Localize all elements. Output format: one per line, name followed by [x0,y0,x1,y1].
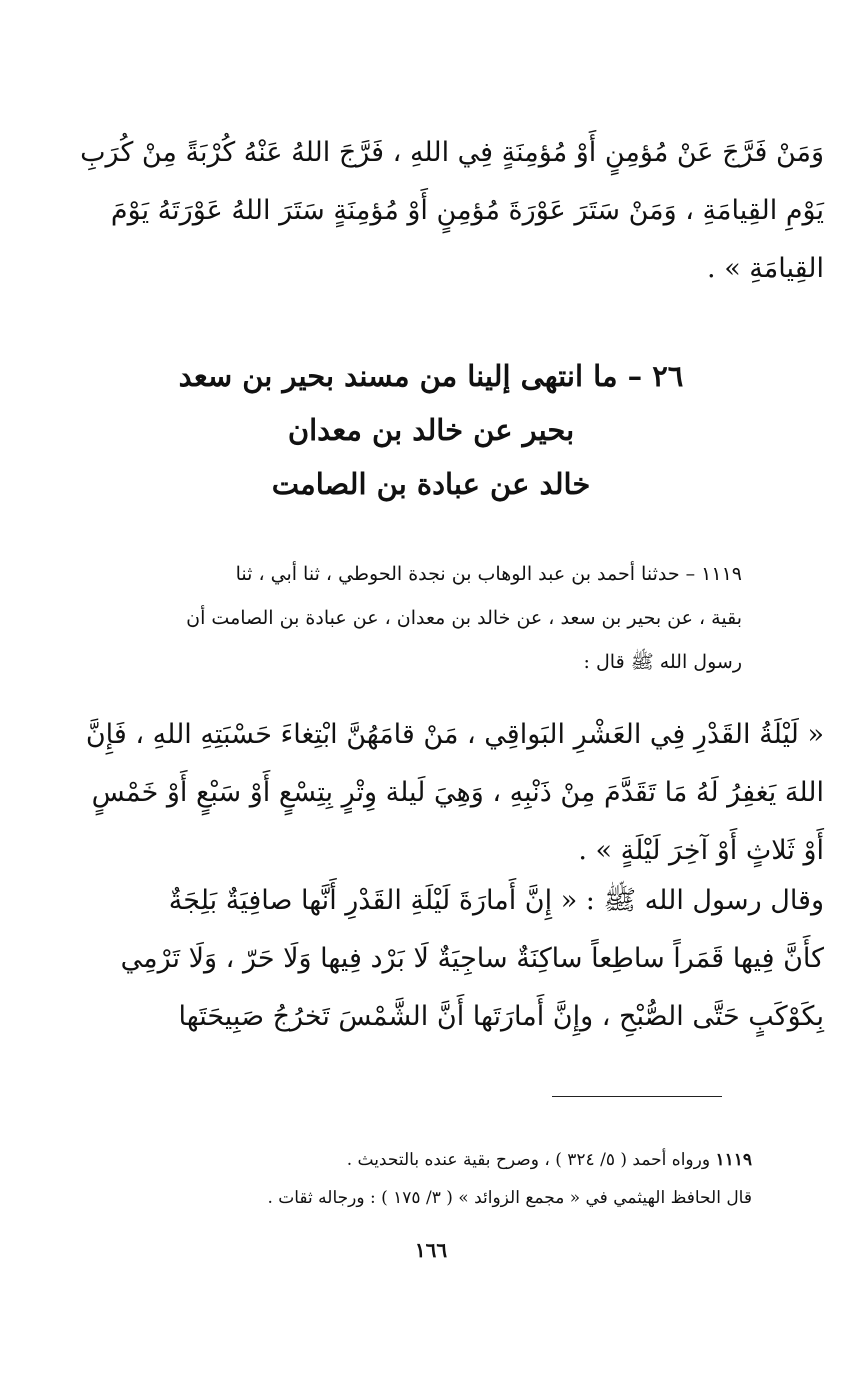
text-line: بقية ، عن بحير بن سعد ، عن خالد بن معدان ، عن عبادة بن الصامت أن [186,607,742,629]
text-line: القِيامَةِ » . [707,253,824,284]
footnote-number: ١١١٩ [715,1150,752,1170]
footnote-line-1 [347,1142,752,1178]
top-passage [34,124,824,298]
footnote-line-2: قال الحافظ الهيثمي في « مجمع الزوائد » ( ٣/ ١٧٥ ) : ورجاله ثقات . [267,1188,752,1208]
page-number: ١٦٦ [414,1238,448,1262]
footnote-divider [552,1096,722,1097]
text-line: وقال رسول الله ﷺ : « إِنَّ أَمارَةَ لَيْلَةِ القَدْرِ أَنَّها صافِيَةٌ بَلِجَةٌ [168,885,824,916]
hadith-text [34,706,824,880]
text-line: رسول الله ﷺ قال : [583,651,742,673]
text-line: أَوْ ثَلاثٍ أَوْ آخِرَ لَيْلَةٍ » . [578,835,824,866]
footnote-text: ورواه أحمد ( ٥/ ٣٢٤ ) ، وصرح بقية عنده بالتحديث . [346,1150,711,1170]
section-heading-line-1: ٢٦ – ما انتهى إلينا من مسند بحير بن سعد [178,359,684,393]
text-line: « لَيْلَةُ القَدْرِ فِي العَشْرِ البَواقِي ، مَنْ قامَهُنَّ ابْتِغاءَ حَسْبَتِهِ اللهِ ، فَإِنَّ [85,719,824,750]
text-line: ١١١٩ – حدثنا أحمد بن عبد الوهاب بن نجدة الحوطي ، ثنا أبي ، ثنا [235,563,742,585]
text-line: كأَنَّ فِيها قَمَراً ساطِعاً ساكِنَةٌ ساجِيَةٌ لَا بَرْد فِيها وَلَا حَرّ ، وَلَا تَرْمِي [120,943,824,974]
section-heading-line-3: خالد عن عبادة بن الصامت [271,467,591,501]
text-line: يَوْمِ القِيامَةِ ، وَمَنْ سَتَرَ عَوْرَةَ مُؤمِنٍ أَوْ مُؤمِنَةٍ سَتَرَ اللهُ عَوْرَتَهُ يَوْمَ [110,195,824,226]
section-heading-line-2: بحير عن خالد بن معدان [287,413,575,447]
second-hadith-text [34,872,824,1046]
text-line: بِكَوْكَبٍ حَتَّى الصُّبْحِ ، وإِنَّ أَمارَتَها أَنَّ الشَّمْسَ تَخرُجُ صَبِيحَتَها [178,1001,824,1032]
isnad-paragraph [122,552,742,684]
text-line: اللهَ يَغفِرُ لَهُ مَا تَقَدَّمَ مِنْ ذَنْبِهِ ، وَهِيَ لَيلة وِتْرٍ بِتِسْعٍ أَوْ سَبْعٍ أَوْ خَمْسٍ [91,777,824,808]
text-line: وَمَنْ فَرَّجَ عَنْ مُؤمِنٍ أَوْ مُؤمِنَةٍ فِي اللهِ ، فَرَّجَ اللهُ عَنْهُ كُرْبَةً مِنْ كُرَبِ [80,137,824,168]
